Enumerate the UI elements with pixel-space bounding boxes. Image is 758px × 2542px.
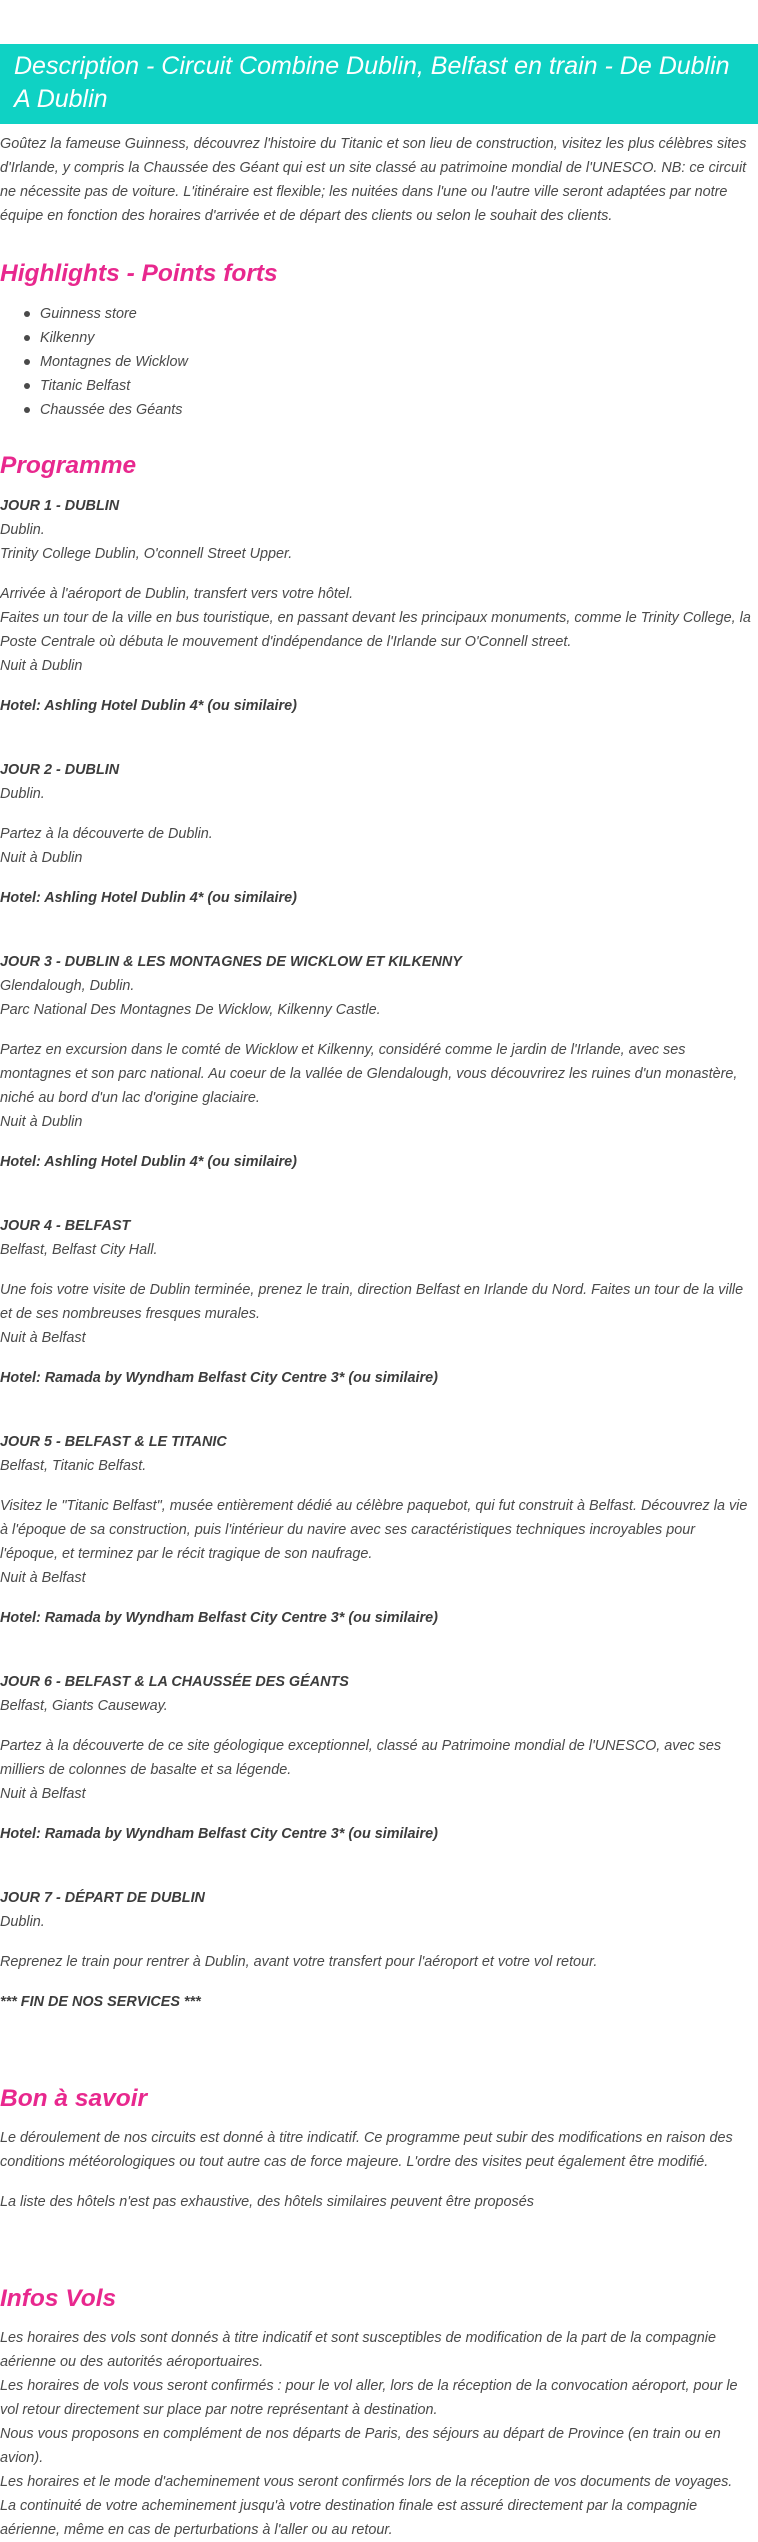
end-of-services: *** FIN DE NOS SERVICES ***	[0, 1994, 201, 2010]
bon-a-savoir-title: Bon à savoir	[0, 2085, 148, 2112]
list-item: Kilkenny	[0, 326, 754, 350]
bon-a-savoir-paragraph: Le déroulement de nos circuits est donné à titre indicatif. Ce programme peut subir des modifications en raison des conditions météorologiques ou tout autre cas de force majeure. L'ordre des visites peut également être modifié.	[0, 2130, 733, 2170]
infos-vols-title: Infos Vols	[0, 2285, 117, 2312]
day-desc: Une fois votre visite de Dublin terminée, prenez le train, direction Belfast en Irlande du Nord. Faites un tour de la ville et de ses nombreuses fresques murales.	[0, 1282, 744, 1322]
day-5	[0, 1430, 754, 1478]
day-desc: Nuit à Dublin	[0, 1114, 83, 1130]
list-item: Titanic Belfast	[0, 374, 754, 398]
page-title: Description - Circuit Combine Dublin, Belfast en train - De Dublin A Dublin	[14, 52, 730, 113]
day-place: Glendalough, Dublin.	[0, 978, 135, 994]
day-heading: JOUR 4 - BELFAST	[0, 1218, 131, 1234]
bon-a-savoir-paragraph: La liste des hôtels n'est pas exhaustive, des hôtels similaires peuvent être proposés	[0, 2194, 534, 2210]
day-desc: Arrivée à l'aéroport de Dublin, transfert vers votre hôtel.	[0, 586, 354, 602]
day-1	[0, 494, 754, 566]
day-heading: JOUR 7 - DÉPART DE DUBLIN	[0, 1890, 205, 1906]
day-7	[0, 1886, 754, 1934]
infos-vols-line: Nous vous proposons en complément de nos départs de Paris, des séjours au départ de Province (en train ou en avion).	[0, 2426, 721, 2466]
infos-vols-line: Les horaires et le mode d'acheminement vous seront confirmés lors de la réception de vos documents de voyages.	[0, 2474, 733, 2490]
day-desc: Partez en excursion dans le comté de Wicklow et Kilkenny, considéré comme le jardin de l'Irlande, avec ses montagnes et son parc national. Au coeur de la vallée de Glendalough, vous découvrirez les ruines d'un monastère, niché au bord d'un lac d'origine glaciaire.	[0, 1042, 738, 1106]
day-2	[0, 758, 754, 806]
day-desc: Nuit à Dublin	[0, 850, 83, 866]
day-hotel: Hotel: Ashling Hotel Dublin 4* (ou similaire)	[0, 698, 297, 714]
day-place: Dublin.	[0, 786, 45, 802]
day-place: Dublin.	[0, 1914, 45, 1930]
infos-vols-line: Les horaires des vols sont donnés à titre indicatif et sont susceptibles de modification de la part de la compagnie aérienne ou des autorités aéroportuaires.	[0, 2330, 716, 2370]
day-heading: JOUR 3 - DUBLIN & LES MONTAGNES DE WICKLOW ET KILKENNY	[0, 954, 462, 970]
infos-vols-text	[0, 2326, 754, 2542]
day-desc: Nuit à Belfast	[0, 1570, 86, 1586]
day-hotel: Hotel: Ramada by Wyndham Belfast City Centre 3* (ou similaire)	[0, 1370, 438, 1386]
day-3-description	[0, 1038, 754, 1134]
day-place: Belfast, Belfast City Hall.	[0, 1242, 158, 1258]
day-place: Parc National Des Montagnes De Wicklow, Kilkenny Castle.	[0, 1002, 381, 1018]
day-hotel: Hotel: Ramada by Wyndham Belfast City Centre 3* (ou similaire)	[0, 1610, 438, 1626]
day-2-description	[0, 822, 754, 870]
day-5-description	[0, 1494, 754, 1590]
infos-vols-line: Les horaires de vols vous seront confirmés : pour le vol aller, lors de la réception de la convocation aéroport, pour le vol retour directement sur place par notre représentant à destination.	[0, 2378, 738, 2418]
list-item: Montagnes de Wicklow	[0, 350, 754, 374]
day-1-description	[0, 582, 754, 678]
day-desc: Nuit à Belfast	[0, 1786, 86, 1802]
infos-vols-line: La continuité de votre acheminement jusqu'à votre destination finale est assuré directement par la compagnie aérienne, même en cas de perturbations à l'aller ou au retour.	[0, 2498, 698, 2538]
list-item: Chaussée des Géants	[0, 398, 754, 422]
day-heading: JOUR 5 - BELFAST & LE TITANIC	[0, 1434, 227, 1450]
day-place: Dublin.	[0, 522, 45, 538]
day-desc: Partez à la découverte de ce site géologique exceptionnel, classé au Patrimoine mondial de l'UNESCO, avec ses milliers de colonnes de basalte et sa légende.	[0, 1738, 722, 1778]
day-desc: Nuit à Belfast	[0, 1330, 86, 1346]
day-3	[0, 950, 754, 1022]
day-place: Belfast, Giants Causeway.	[0, 1698, 168, 1714]
day-place: Belfast, Titanic Belfast.	[0, 1458, 147, 1474]
intro-paragraph: Goûtez la fameuse Guinness, découvrez l'histoire du Titanic et son lieu de construction, visitez les plus célèbres sites d'Irlande, y compris la Chaussée des Géant qui est un site classé au patrimoine mondial de l'UNESCO. NB: ce circuit ne nécessite pas de voiture. L'itinéraire est flexible; les nuitées dans l'une ou l'autre ville seront adaptées par notre équipe en fonction des horaires d'arrivée et de départ des clients ou selon le souhait des clients.	[0, 136, 747, 224]
day-4-description	[0, 1278, 754, 1350]
programme-title: Programme	[0, 452, 137, 479]
day-hotel: Hotel: Ashling Hotel Dublin 4* (ou similaire)	[0, 1154, 297, 1170]
list-item: Guinness store	[0, 302, 754, 326]
highlights-list	[0, 302, 754, 422]
day-hotel: Hotel: Ramada by Wyndham Belfast City Centre 3* (ou similaire)	[0, 1826, 438, 1842]
day-4	[0, 1214, 754, 1262]
day-6	[0, 1670, 754, 1718]
day-place: Trinity College Dublin, O'connell Street Upper.	[0, 546, 293, 562]
day-6-description	[0, 1734, 754, 1806]
day-hotel: Hotel: Ashling Hotel Dublin 4* (ou similaire)	[0, 890, 297, 906]
day-desc: Nuit à Dublin	[0, 658, 83, 674]
highlights-title: Highlights - Points forts	[0, 260, 278, 287]
page-title-banner	[0, 44, 758, 124]
day-desc: Visitez le "Titanic Belfast", musée entièrement dédié au célèbre paquebot, qui fut construit à Belfast. Découvrez la vie à l'époque de sa construction, puis l'intérieur du navire avec ses caractéristiques techniques incroyables pour l'époque, et terminez par le récit tragique de son naufrage.	[0, 1498, 748, 1562]
day-7-description	[0, 1950, 754, 1974]
day-desc: Faites un tour de la ville en bus touristique, en passant devant les principaux monuments, comme le Trinity College, la Poste Centrale où débuta le mouvement d'indépendance de l'Irlande sur O'Connell street.	[0, 610, 751, 650]
day-desc: Reprenez le train pour rentrer à Dublin, avant votre transfert pour l'aéroport et votre vol retour.	[0, 1954, 598, 1970]
day-heading: JOUR 1 - DUBLIN	[0, 498, 120, 514]
day-heading: JOUR 6 - BELFAST & LA CHAUSSÉE DES GÉANTS	[0, 1674, 349, 1690]
day-desc: Partez à la découverte de Dublin.	[0, 826, 213, 842]
day-heading: JOUR 2 - DUBLIN	[0, 762, 120, 778]
